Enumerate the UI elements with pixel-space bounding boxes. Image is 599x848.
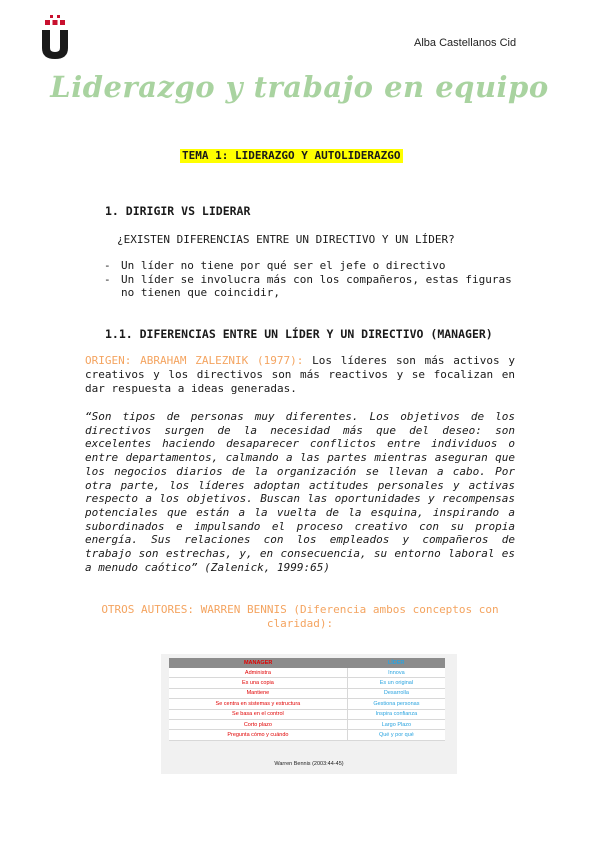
comparison-table-image xyxy=(161,654,457,774)
table-row xyxy=(169,719,445,729)
table-row xyxy=(169,709,445,719)
table-row xyxy=(169,668,445,678)
origin-text: Los líderes son más activos y creativos y los directivos son más reactivos y se focalizan en dar respuesta a ideas generadas. xyxy=(85,354,515,395)
zaleznik-quote: “Son tipos de personas muy diferentes. Los objetivos de los directivos surgen de la necesidad más que del deseo: son excelentes haciendo desaparecer conflictos entre individuos o entre departamentos, calmando a las partes mientras aseguran que los negocios diarios de la organización se llevan a cabo. Por otra parte, los líderes adoptan actitudes personales y activas respecto a los objetivos. Buscan las oportunidades y recompensas potenciales que están a la vuelta de la esquina, inspirando a subordinados e impulsando el proceso creativo con su propia energía. Sus relaciones con los empleados y compañeros de trabajo son estrechas, y, en consecuencia, su entorno laboral es a menudo caótico” (Zalenick, 1999:65) xyxy=(85,410,515,574)
author-name: Alba Castellanos Cid xyxy=(414,37,517,49)
manager-cell: Administra xyxy=(169,668,347,678)
manager-leader-table xyxy=(169,658,445,741)
table-caption: Warren Bennis (2003:44-45) xyxy=(274,761,344,767)
column-header-manager: MANAGER xyxy=(169,658,347,668)
section-heading-1-1: 1.1. DIFERENCIAS ENTRE UN LÍDER Y UN DIRECTIVO (MANAGER) xyxy=(105,327,493,341)
leader-cell: Desarrolla xyxy=(347,688,445,698)
table-row xyxy=(169,730,445,740)
leader-cell: Inspira confianza xyxy=(347,709,445,719)
section-question: ¿EXISTEN DIFERENCIAS ENTRE UN DIRECTIVO Y UN LÍDER? xyxy=(117,233,455,246)
manager-cell: Pregunta cómo y cuándo xyxy=(169,730,347,740)
manager-cell: Mantiene xyxy=(169,688,347,698)
origin-paragraph xyxy=(85,354,515,396)
manager-cell: Se centra en sistemas y estructura xyxy=(169,699,347,709)
bullet-item: - Un líder no tiene por qué ser el jefe o directivo xyxy=(104,259,514,273)
other-authors: OTROS AUTORES: WARREN BENNIS (Diferencia ambos conceptos con claridad): xyxy=(101,603,499,630)
leader-cell: Innova xyxy=(347,668,445,678)
bullet-list xyxy=(104,259,514,300)
table-row xyxy=(169,678,445,688)
manager-cell: Corto plazo xyxy=(169,719,347,729)
leader-cell: Gestiona personas xyxy=(347,699,445,709)
leader-cell: Qué y por qué xyxy=(347,730,445,740)
table-row xyxy=(169,688,445,698)
university-logo xyxy=(40,14,70,60)
table-row xyxy=(169,699,445,709)
section-heading-1: 1. DIRIGIR VS LIDERAR xyxy=(105,204,251,218)
column-header-leader: LÍDER xyxy=(347,658,445,668)
leader-cell: Largo Plazo xyxy=(347,719,445,729)
topic-heading: TEMA 1: LIDERAZGO Y AUTOLIDERAZGO xyxy=(182,149,401,162)
manager-cell: Es una copia xyxy=(169,678,347,688)
leader-cell: Es un original xyxy=(347,678,445,688)
bullet-item: - Un líder se involucra más con los compañeros, estas figuras no tienen que coincidir, xyxy=(104,273,514,300)
manager-cell: Se basa en el control xyxy=(169,709,347,719)
document-title: Liderazgo y trabajo en equipo xyxy=(50,70,549,104)
origin-label: ORIGEN: ABRAHAM ZALEZNIK (1977): xyxy=(85,354,304,367)
